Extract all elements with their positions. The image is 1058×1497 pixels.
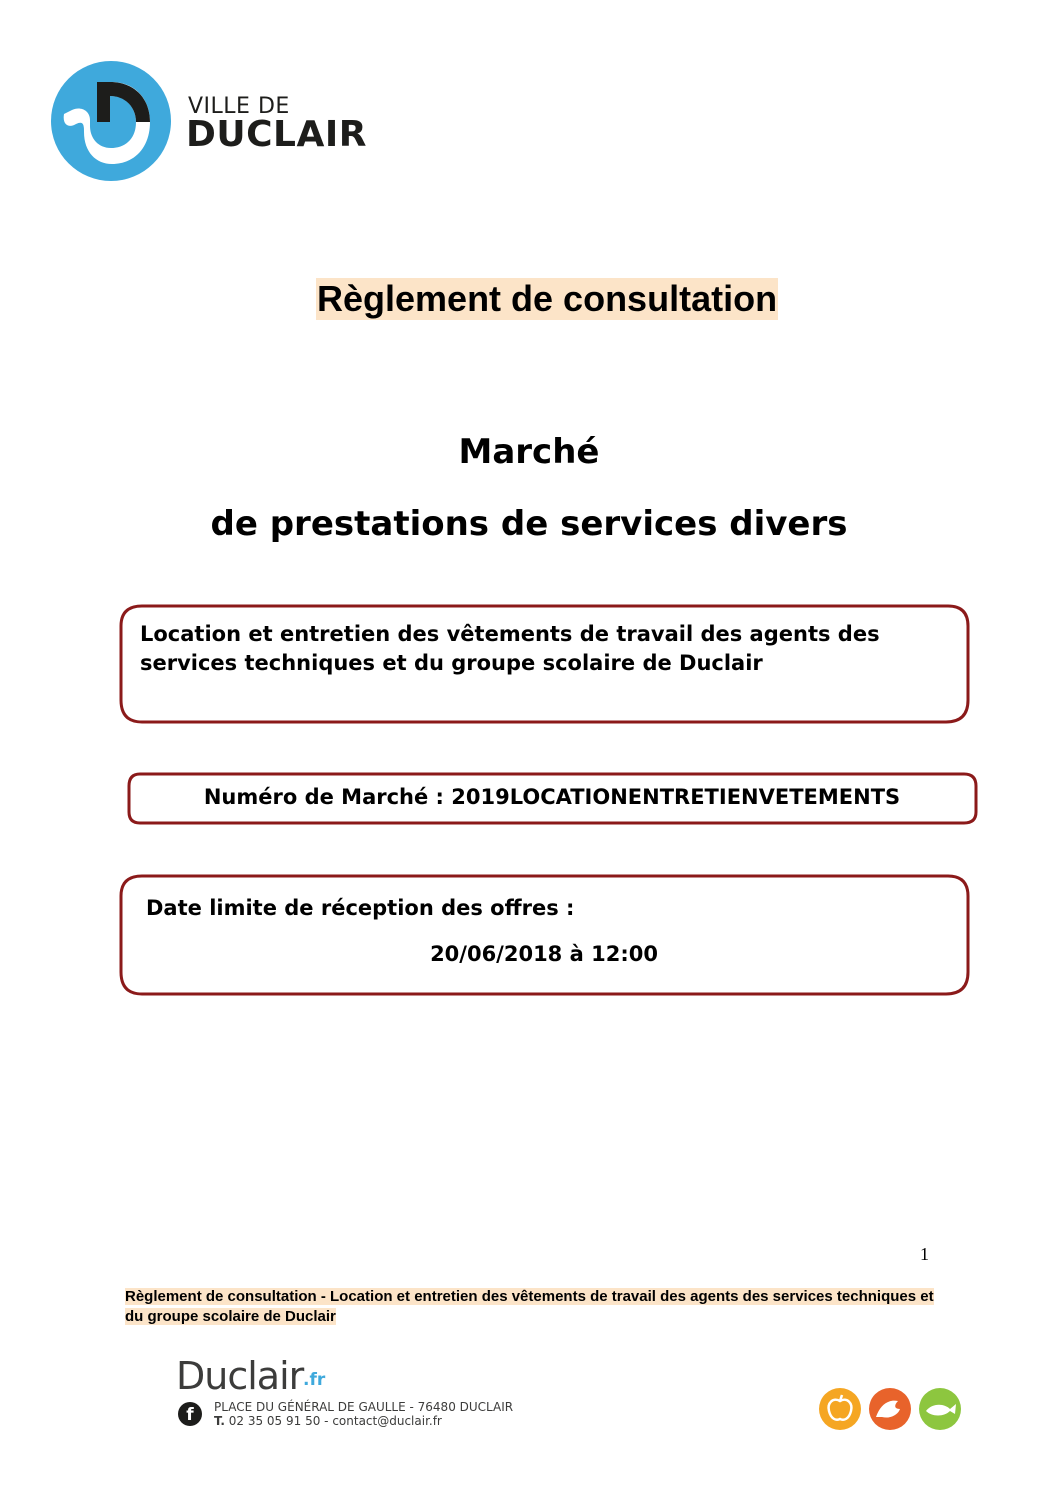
deadline-value: 20/06/2018 à 12:00 bbox=[430, 942, 658, 966]
duclair-logo-icon bbox=[50, 60, 172, 182]
fish-icon bbox=[918, 1387, 962, 1431]
label-badges bbox=[818, 1387, 963, 1433]
document-title: Règlement de consultation bbox=[317, 278, 778, 319]
deadline-box bbox=[118, 874, 970, 996]
apple-icon bbox=[818, 1387, 862, 1431]
footer-note-text: Règlement de consultation - Location et entretien des vêtements de travail des agents des services techniques et du groupe scolaire de Duclair bbox=[125, 1288, 934, 1325]
duclair-fr-logo bbox=[176, 1354, 516, 1434]
page-number: 1 bbox=[920, 1244, 929, 1264]
footer-note bbox=[125, 1287, 935, 1327]
heading-marche: Marché bbox=[458, 432, 600, 472]
heading-prestations: de prestations de services divers bbox=[210, 504, 848, 544]
duclair-fr-suffix: .fr bbox=[303, 1370, 326, 1390]
deadline-label: Date limite de réception des offres : bbox=[146, 896, 575, 920]
facebook-icon[interactable]: f bbox=[178, 1402, 202, 1426]
duclair-wordmark: Duclair bbox=[176, 1354, 304, 1398]
ville-de-duclair-logo bbox=[50, 60, 370, 185]
phone-contact: 02 35 05 91 50 - contact@duclair.fr bbox=[228, 1414, 442, 1428]
wave-icon bbox=[868, 1387, 912, 1431]
footer-address: PLACE DU GÉNÉRAL DE GAULLE - 76480 DUCLAIR bbox=[214, 1400, 514, 1414]
market-number-box bbox=[126, 772, 978, 825]
logo-line1: VILLE DE bbox=[188, 94, 290, 119]
subject-text: Location et entretien des vêtements de travail des agents des services techniques et du groupe scolaire de Duclair bbox=[140, 622, 880, 675]
footer-contact bbox=[214, 1414, 442, 1428]
subject-box bbox=[118, 604, 970, 724]
logo-line2: DUCLAIR bbox=[186, 114, 367, 155]
market-number-text: Numéro de Marché : 2019LOCATIONENTRETIENVETEMENTS bbox=[203, 785, 901, 809]
deadline-box-frame bbox=[118, 874, 970, 996]
phone-prefix: T. bbox=[214, 1414, 225, 1428]
